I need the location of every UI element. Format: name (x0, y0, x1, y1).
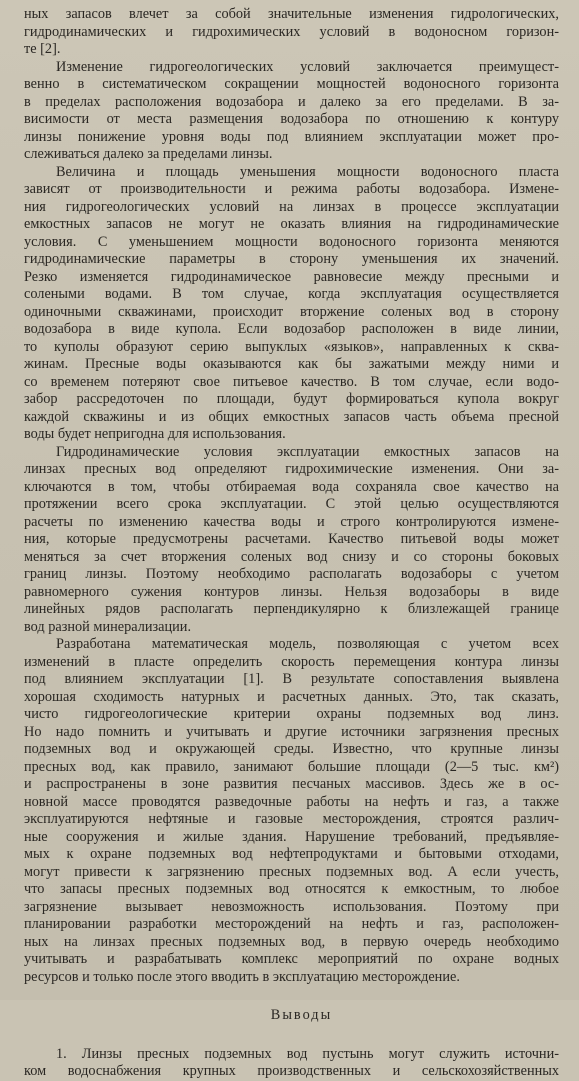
text-line: венно в систематическом сокращении мощностей водоносного горизонта (24, 76, 559, 92)
text-line: границ линзы. Поэтому необходимо располагать водозаборы с учетом (24, 566, 559, 582)
text-line: ния, которые предусмотрены расчетами. Качество питьевой воды может (24, 531, 559, 547)
text-line: ком водоснабжения крупных производственных и сельскохозяйственных (24, 1063, 559, 1079)
text-line: ных на линзах пресных подземных вод, в первую очередь необходимо (24, 933, 559, 950)
text-line: солеными водами. В том случае, когда эксплуатация осуществляется (24, 286, 559, 302)
text-line: меняться за счет вторжения соленых вод снизу и со стороны боковых (24, 548, 559, 565)
text-line: водозабора в виде купола. Если водозабор расположен в виде линии, (24, 321, 559, 337)
text-line: Разработана математическая модель, позволяющая с учетом всех (56, 636, 559, 652)
text-line: в пределах расположения водозабора и далеко за его пределами. В за- (24, 93, 559, 110)
paragraph-3 (24, 164, 559, 444)
section-heading: Выводы (270, 1007, 333, 1023)
text-line: со временем потеряют свое питьевое качество. В том случае, если водо- (24, 373, 559, 390)
text-line: вод разной минерализации. (24, 618, 192, 635)
text-line: Изменение гидрогеологических условий заключается преимущест- (56, 58, 559, 75)
text-line: планировании разработки месторождений на нефть и газ, расположен- (24, 916, 559, 932)
text-line: Гидродинамические условия эксплуатации емкостных запасов на (56, 443, 559, 460)
text-line: равномерного сужения контуров линзы. Нельзя водозаборы в виде (24, 583, 559, 600)
text-line: расчеты по изменению качества воды и строго контролируются измене- (24, 513, 559, 530)
text-line: одиночными скважинами, происходит вторжение соленых вод в сторону (24, 303, 559, 320)
text-line: и распространены в зоне развития песчаных массивов. Здесь же в ос- (24, 776, 559, 792)
text-line: учитывать и разрабатывать комплекс мероприятий по охране водных (24, 951, 559, 967)
text-line: гидродинамических и гидрохимических условий в водоносном горизон- (24, 23, 559, 40)
text-line: то куполы образуют серию выпуклых «языков», направленных к сква- (24, 338, 559, 355)
conclusion-item-1 (24, 1046, 559, 1081)
text-line: каждой скважины и из общих емкостных запасов часть объема пресной (24, 408, 559, 425)
text-line: линзах пресных вод определяют гидрохимические изменения. Они за- (24, 461, 559, 477)
text-line: чисто гидрогеологические критерии охраны подземных вод линз. (24, 706, 559, 722)
text-line: линзы понижение уровня воды под влиянием эксплуатации может про- (24, 128, 559, 145)
text-line: ресурсов и только после этого вводить в эксплуатацию месторождение. (24, 968, 460, 985)
text-line: условия. С уменьшением мощности водоносного горизонта меняются (24, 233, 559, 250)
text-line: Величина и площадь уменьшения мощности водоносного пласта (56, 163, 559, 180)
text-line: что запасы пресных подземных вод относятся к емкостным, то любое (24, 881, 559, 897)
text-line: новной массе проводятся разведочные работы на нефть и газ, а также (24, 793, 559, 810)
text-line: протяжении всего срока эксплуатации. С этой целью осуществляются (24, 496, 559, 512)
text-line: ных запасов влечет за собой значительные изменения гидрологических, (24, 6, 559, 22)
text-line: 1. Линзы пресных подземных вод пустынь могут служить источни- (56, 1045, 559, 1062)
text-line: те [2]. (24, 41, 61, 57)
text-line: зависят от производительности и режима работы водозабора. Измене- (24, 181, 559, 197)
paragraph-2 (24, 59, 559, 164)
text-line: жинам. Пресные воды оказываются как бы зажатыми между ними и (24, 356, 559, 372)
text-line: пресных вод, как правило, занимают большие площади (2—5 тыс. км²) (24, 758, 559, 775)
text-line: могут привести к загрязнению пресных подземных вод. А если учесть, (24, 863, 559, 880)
paragraph-1 (24, 6, 559, 59)
text-line: воды будет непригодна для использования. (24, 426, 286, 442)
text-line: загрязнение вызывает невозможность использования. Поэтому при (24, 898, 559, 915)
text-line: линейных рядов располагать перпендикулярно к близлежащей границе (24, 601, 559, 617)
text-line: Но надо помнить и учитывать и другие источники загрязнения пресных (24, 723, 559, 740)
text-line: изменений в пласте определить скорость перемещения контура линзы (24, 653, 559, 670)
text-line: гидродинамические параметры в сторону уменьшения их значений. (24, 251, 559, 267)
text-line: ния гидрогеологических условий на линзах в процессе эксплуатации (24, 198, 559, 215)
text-line: ключаются в том, чтобы отбираемая вода сохраняла свое качество на (24, 478, 559, 495)
text-line: Резко изменяется гидродинамическое равновесие между пресными и (24, 268, 559, 285)
text-line: висимости от места размещения водозабора по отношению к контуру (24, 111, 559, 127)
paragraph-4 (24, 444, 559, 637)
text-line: забор рассредоточен по площади, будут формироваться купола вокруг (24, 391, 559, 407)
text-line: хорошая сходимость натурных и расчетных данных. Это, так сказать, (24, 688, 559, 705)
paragraph-5 (24, 636, 559, 986)
text-line: эксплуатируются нефтяные и газовые месторождения, строятся различ- (24, 811, 559, 827)
text-line: мых к охране подземных вод нефтепродуктами и бытовыми отходами, (24, 846, 559, 862)
text-line: ные сооружения и жилые здания. Нарушение требований, предъявляе- (24, 828, 559, 845)
text-line: емкостных запасов не могут не оказать влияния на гидродинамические (24, 216, 559, 232)
text-line: под влиянием эксплуатации [1]. В результате сопоставления выявлена (24, 671, 559, 687)
text-line: слеживаться далеко за пределами линзы. (24, 146, 273, 162)
text-line: подземных вод и окружающей среды. Известно, что крупные линзы (24, 741, 559, 757)
